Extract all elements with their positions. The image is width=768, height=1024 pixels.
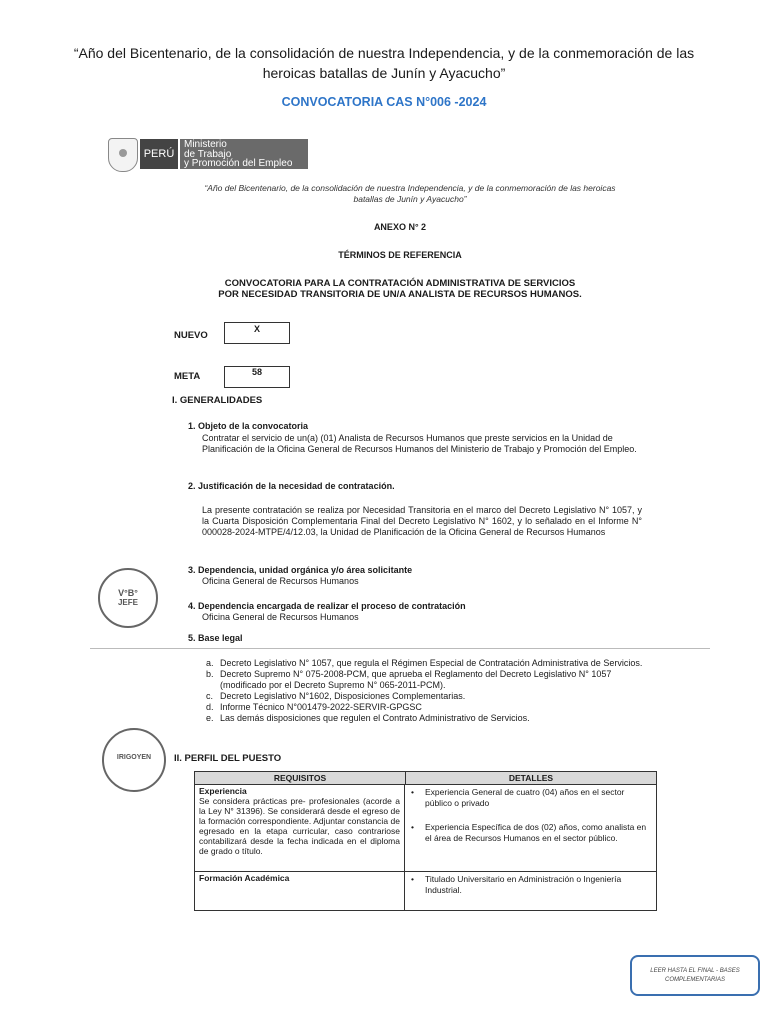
profile-table [194,771,657,911]
legal-item [206,702,646,713]
col-header-requisitos: REQUISITOS [195,772,406,784]
scanned-page [90,125,710,925]
legal-item-text: Las demás disposiciones que regulen el Contrato Administrativo de Servicios. [220,713,530,723]
legal-item-letter: a. [206,658,214,668]
legal-item-letter: b. [206,669,214,679]
list-item: • Experiencia General de cuatro (04) años en el sector público o privado [411,787,625,808]
item-4-body: Oficina General de Recursos Humanos [202,612,359,622]
requirement-cell: Experiencia Se considera prácticas pre- profesionales (acorde a la Ley N° 31396). Se considerará desde el egreso de la formación correspondiente. Adjuntar constancia de egresado en la etapa curricular, caso contrariose contabilizará desde la fecha indicada en el diploma de grado o título. [195,785,405,871]
legal-item-text: Informe Técnico N°001479-2022-SERVIR-GPGSC [220,702,422,712]
section-perfil: II. PERFIL DEL PUESTO [174,753,282,764]
legal-item [206,691,646,702]
nuevo-box: X [224,322,290,344]
terms-title: TÉRMINOS DE REFERENCIA [338,250,462,260]
ministry-logo: Ministerio de Trabajo y Promoción del Empleo [180,139,308,169]
coat-of-arms-icon [108,138,138,172]
meta-label: META [174,371,201,382]
legal-item-letter: e. [206,713,214,723]
legal-item-text: Decreto Legislativo N°1602, Disposiciones Complementarias. [220,691,466,701]
legal-item-letter: d. [206,702,214,712]
signature-stamp: IRIGOYEN [102,728,166,792]
item-4-title: 4. Dependencia encargada de realizar el proceso de contratación [188,601,466,611]
table-row [195,785,656,872]
annex-title: ANEXO N° 2 [373,222,427,232]
section-generalidades: I. GENERALIDADES [172,395,263,406]
legal-item [206,669,646,691]
item-2-body: La presente contratación se realiza por Necesidad Transitoria en el marco del Decreto Legislativo N° 1057, y la Cuarta Disposición Complementaria Final del Decreto Legislativo N° 1602, y lo señalado en el Informe N° 000028-2024-MTPE/4/12.03, la Unidad de Planificación de la Oficina General de Recursos Humanos [202,505,642,537]
col-header-detalles: DETALLES [508,773,554,783]
scan-divider [90,648,710,649]
peru-logo: PERÚ [140,139,178,169]
scan-motto: “Año del Bicentenario, de la consolidación de nuestra Independencia, y de la conmemoración de las heroicas batallas de Junín y Ayacucho” [204,183,616,204]
call-title: CONVOCATORIA PARA LA CONTRATACIÓN ADMINISTRATIVA DE SERVICIOS POR NECESIDAD TRANSITORIA DE UN/A ANALISTA DE RECURSOS HUMANOS. [218,278,582,300]
item-3-body: Oficina General de Recursos Humanos [202,576,359,586]
nuevo-label: NUEVO [174,330,208,341]
legal-item-text: Decreto Legislativo N° 1057, que regula el Régimen Especial de Contratación Administrativa de Servicios. [220,658,643,668]
meta-box: 58 [224,366,290,388]
item-1-title: 1. Objeto de la convocatoria [188,421,309,431]
legal-item [206,713,646,724]
item-5-title: 5. Base legal [188,633,243,643]
list-item: • Titulado Universitario en Administración o Ingeniería Industrial. [411,874,622,895]
item-1-body: Contratar el servicio de un(a) (01) Analista de Recursos Humanos que preste servicios en la Unidad de Planificación de la Oficina General de Recursos Humanos del Ministerio de Trabajo y Promoción del Empleo. [202,433,637,454]
legal-item [206,658,646,669]
table-row [195,872,656,910]
convocatoria-title: CONVOCATORIA CAS N°006 -2024 [281,95,487,109]
motto-line-1: “Año del Bicentenario, de la consolidación de nuestra Independencia, y de la conmemoración de las [73,45,695,61]
table-header [195,772,656,785]
item-3-title: 3. Dependencia, unidad orgánica y/o área solicitante [188,565,413,575]
details-cell [405,872,656,910]
details-cell [405,785,656,871]
document-motto [40,43,728,83]
legal-list [206,658,646,724]
legal-item-text: Decreto Supremo N° 075-2008-PCM, que aprueba el Reglamento del Decreto Legislativo N° 1057 (modificado por el Decreto Supremo N° 065-2011-PCM). [220,669,612,690]
read-to-end-note: LEER HASTA EL FINAL - BASES COMPLEMENTARIAS [630,955,760,996]
item-2-title: 2. Justificación de la necesidad de contratación. [188,481,395,491]
requirement-cell: Formación Académica [195,872,405,910]
motto-line-2: heroicas batallas de Junín y Ayacucho” [262,65,506,81]
approval-stamp: V°B° JEFE [98,568,158,628]
legal-item-letter: c. [206,691,214,701]
list-item: • Experiencia Específica de dos (02) años, como analista en el área de Recursos Humanos en el sector público. [411,822,647,843]
